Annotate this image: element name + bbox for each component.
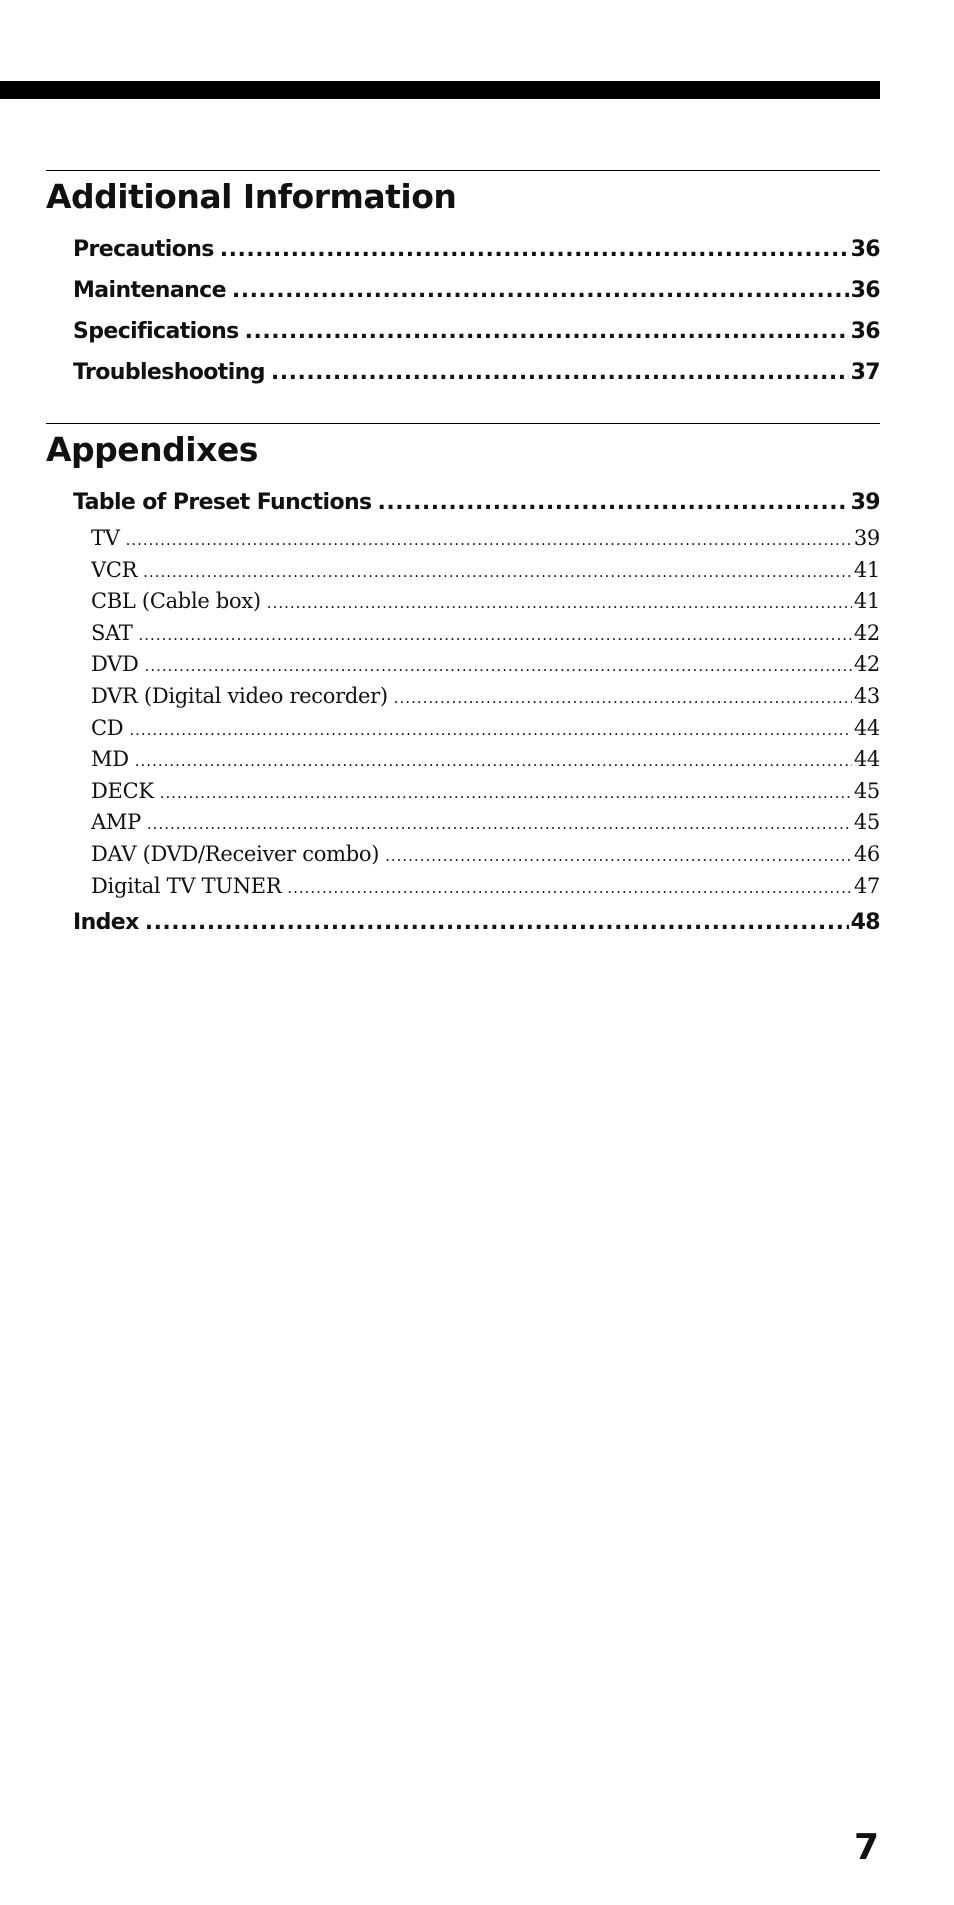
toc-subentry-label: AMP [91,810,141,835]
toc-subentry-sat[interactable] [91,618,880,650]
toc-subentry-page: 44 [853,747,880,772]
dot-leader [143,557,852,587]
dot-leader [126,525,852,555]
dot-leader [147,809,852,839]
toc-subentry-page: 44 [853,715,880,740]
section-title: Additional Information [46,177,457,216]
toc-subentry-md[interactable] [91,744,880,776]
toc-subentry-amp[interactable] [91,807,880,839]
dot-leader [232,270,849,311]
dot-leader [271,352,849,393]
toc-subentry-label: VCR [91,557,138,582]
toc-entry-label: Maintenance [73,278,226,303]
toc-subentry-label: DVD [91,652,139,677]
toc-subentry-digital-tv-tuner[interactable] [91,871,880,903]
dot-leader [129,715,852,745]
section-additional-information [46,170,880,393]
header-bar [0,81,880,99]
toc-entry-table-of-preset-functions[interactable] [73,482,880,523]
toc-entry-label: Precautions [73,237,214,262]
toc-subentry-vcr[interactable] [91,555,880,587]
toc-subentry-dvr[interactable] [91,681,880,713]
section-title: Appendixes [46,430,258,469]
toc-subentry-label: SAT [91,620,133,645]
toc-subentry-cd[interactable] [91,713,880,745]
toc-entry-maintenance[interactable] [73,270,880,311]
toc-subentry-deck[interactable] [91,776,880,808]
toc-entry-specifications[interactable] [73,311,880,352]
toc-entry-label: Index [73,910,139,936]
toc-entry-page: 36 [850,237,880,262]
toc-subentry-page: 41 [853,589,880,614]
dot-leader [145,902,849,943]
toc-subentry-label: DECK [91,778,154,803]
toc-entry-label: Troubleshooting [73,360,265,385]
dot-leader [385,841,852,871]
page-number: 7 [853,1827,879,1868]
toc-entry-troubleshooting[interactable] [73,352,880,393]
toc-subentry-dav[interactable] [91,839,880,871]
section-divider [46,423,880,424]
dot-leader [160,778,852,808]
dot-leader [245,311,849,352]
dot-leader [145,651,852,681]
toc-entry-page: 37 [850,360,880,385]
section-divider [46,170,880,171]
toc-subentry-label: DAV (DVD/Receiver combo) [91,841,380,866]
section-appendixes [46,423,880,943]
toc-subentry-label: TV [91,526,120,550]
toc-entry-page: 36 [850,319,880,344]
toc-subentry-label: CBL (Cable box) [91,589,261,614]
toc-subentry-page: 42 [853,652,880,677]
toc-subentry-label: Digital TV TUNER [91,873,282,898]
dot-leader [139,620,852,650]
toc-subentry-label: CD [91,715,124,740]
toc-subentry-page: 45 [853,810,880,835]
toc-subentry-label: MD [91,747,129,772]
dot-leader [394,683,852,713]
toc-subentry-page: 45 [853,778,880,803]
toc-subentry-page: 42 [853,620,880,645]
toc-subentry-label: DVR (Digital video recorder) [91,683,388,708]
toc-subentry-page: 47 [853,873,880,898]
toc-entry-page: 36 [850,278,880,303]
toc-subentry-tv[interactable] [91,523,880,555]
toc-entry-page: 39 [850,490,880,515]
toc-entry-precautions[interactable] [73,229,880,270]
dot-leader [220,229,849,270]
toc-subentry-page: 41 [853,557,880,582]
toc-subentry-page: 46 [853,841,880,866]
toc-entry-label: Table of Preset Functions [73,490,372,515]
dot-leader [135,746,852,776]
toc-entry-label: Specifications [73,319,239,344]
dot-leader [267,588,852,618]
dot-leader [287,873,852,903]
toc-entry-index[interactable] [73,902,880,943]
toc-subentry-page: 43 [853,683,880,708]
dot-leader [378,482,849,523]
toc-subentry-cbl[interactable] [91,586,880,618]
toc-entry-page: 48 [850,910,880,936]
toc-subentry-page: 39 [853,526,880,550]
toc-subentry-dvd[interactable] [91,649,880,681]
